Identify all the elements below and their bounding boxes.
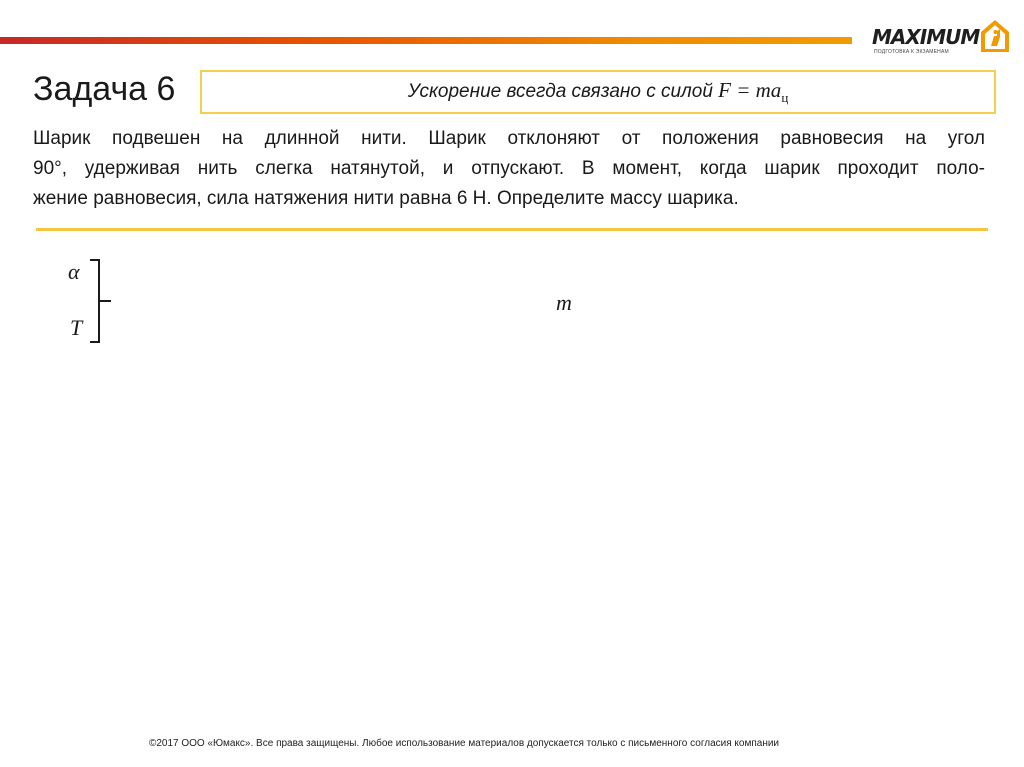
header-formula [713, 78, 788, 106]
maximum-logo [872, 17, 1012, 65]
formula-header-box [200, 70, 996, 114]
section-divider [36, 228, 988, 231]
problem-line: 90°, удерживая нить слегка натянутой, и отпускают. В момент, когда шарик проходит поло- [33, 158, 985, 179]
logo-tagline: ПОДГОТОВКА К ЭКЗАМЕНАМ [874, 49, 949, 55]
problem-line: жение равновесия, сила натяжения нити равна 6 Н. Определите массу шарика. [33, 188, 739, 209]
given-tension: T [70, 315, 83, 340]
copyright-text: ©2017 ООО «Юмакс». Все права защищены. Любое использование материалов допускается только с письменного согласия компании [148, 738, 780, 749]
copyright-footer [0, 738, 1024, 749]
problem-line: Шарик подвешен на длинной нити. Шарик отклоняют от положения равновесия на угол [33, 128, 985, 149]
header-caption: Ускорение всегда связано с силой [407, 81, 713, 102]
given-alpha: α [68, 259, 80, 284]
problem-statement [33, 124, 985, 214]
logo-wordmark: MAXIMUM [872, 25, 980, 49]
find-mass: m [556, 290, 572, 315]
logo-house-icon [980, 19, 1010, 53]
header-formula-main: F = ma [718, 77, 782, 102]
given-bracket [88, 258, 114, 348]
slide-title: Задача 6 [33, 70, 176, 108]
header-formula-subscript: ц [781, 90, 789, 106]
top-accent-bar [0, 37, 852, 44]
